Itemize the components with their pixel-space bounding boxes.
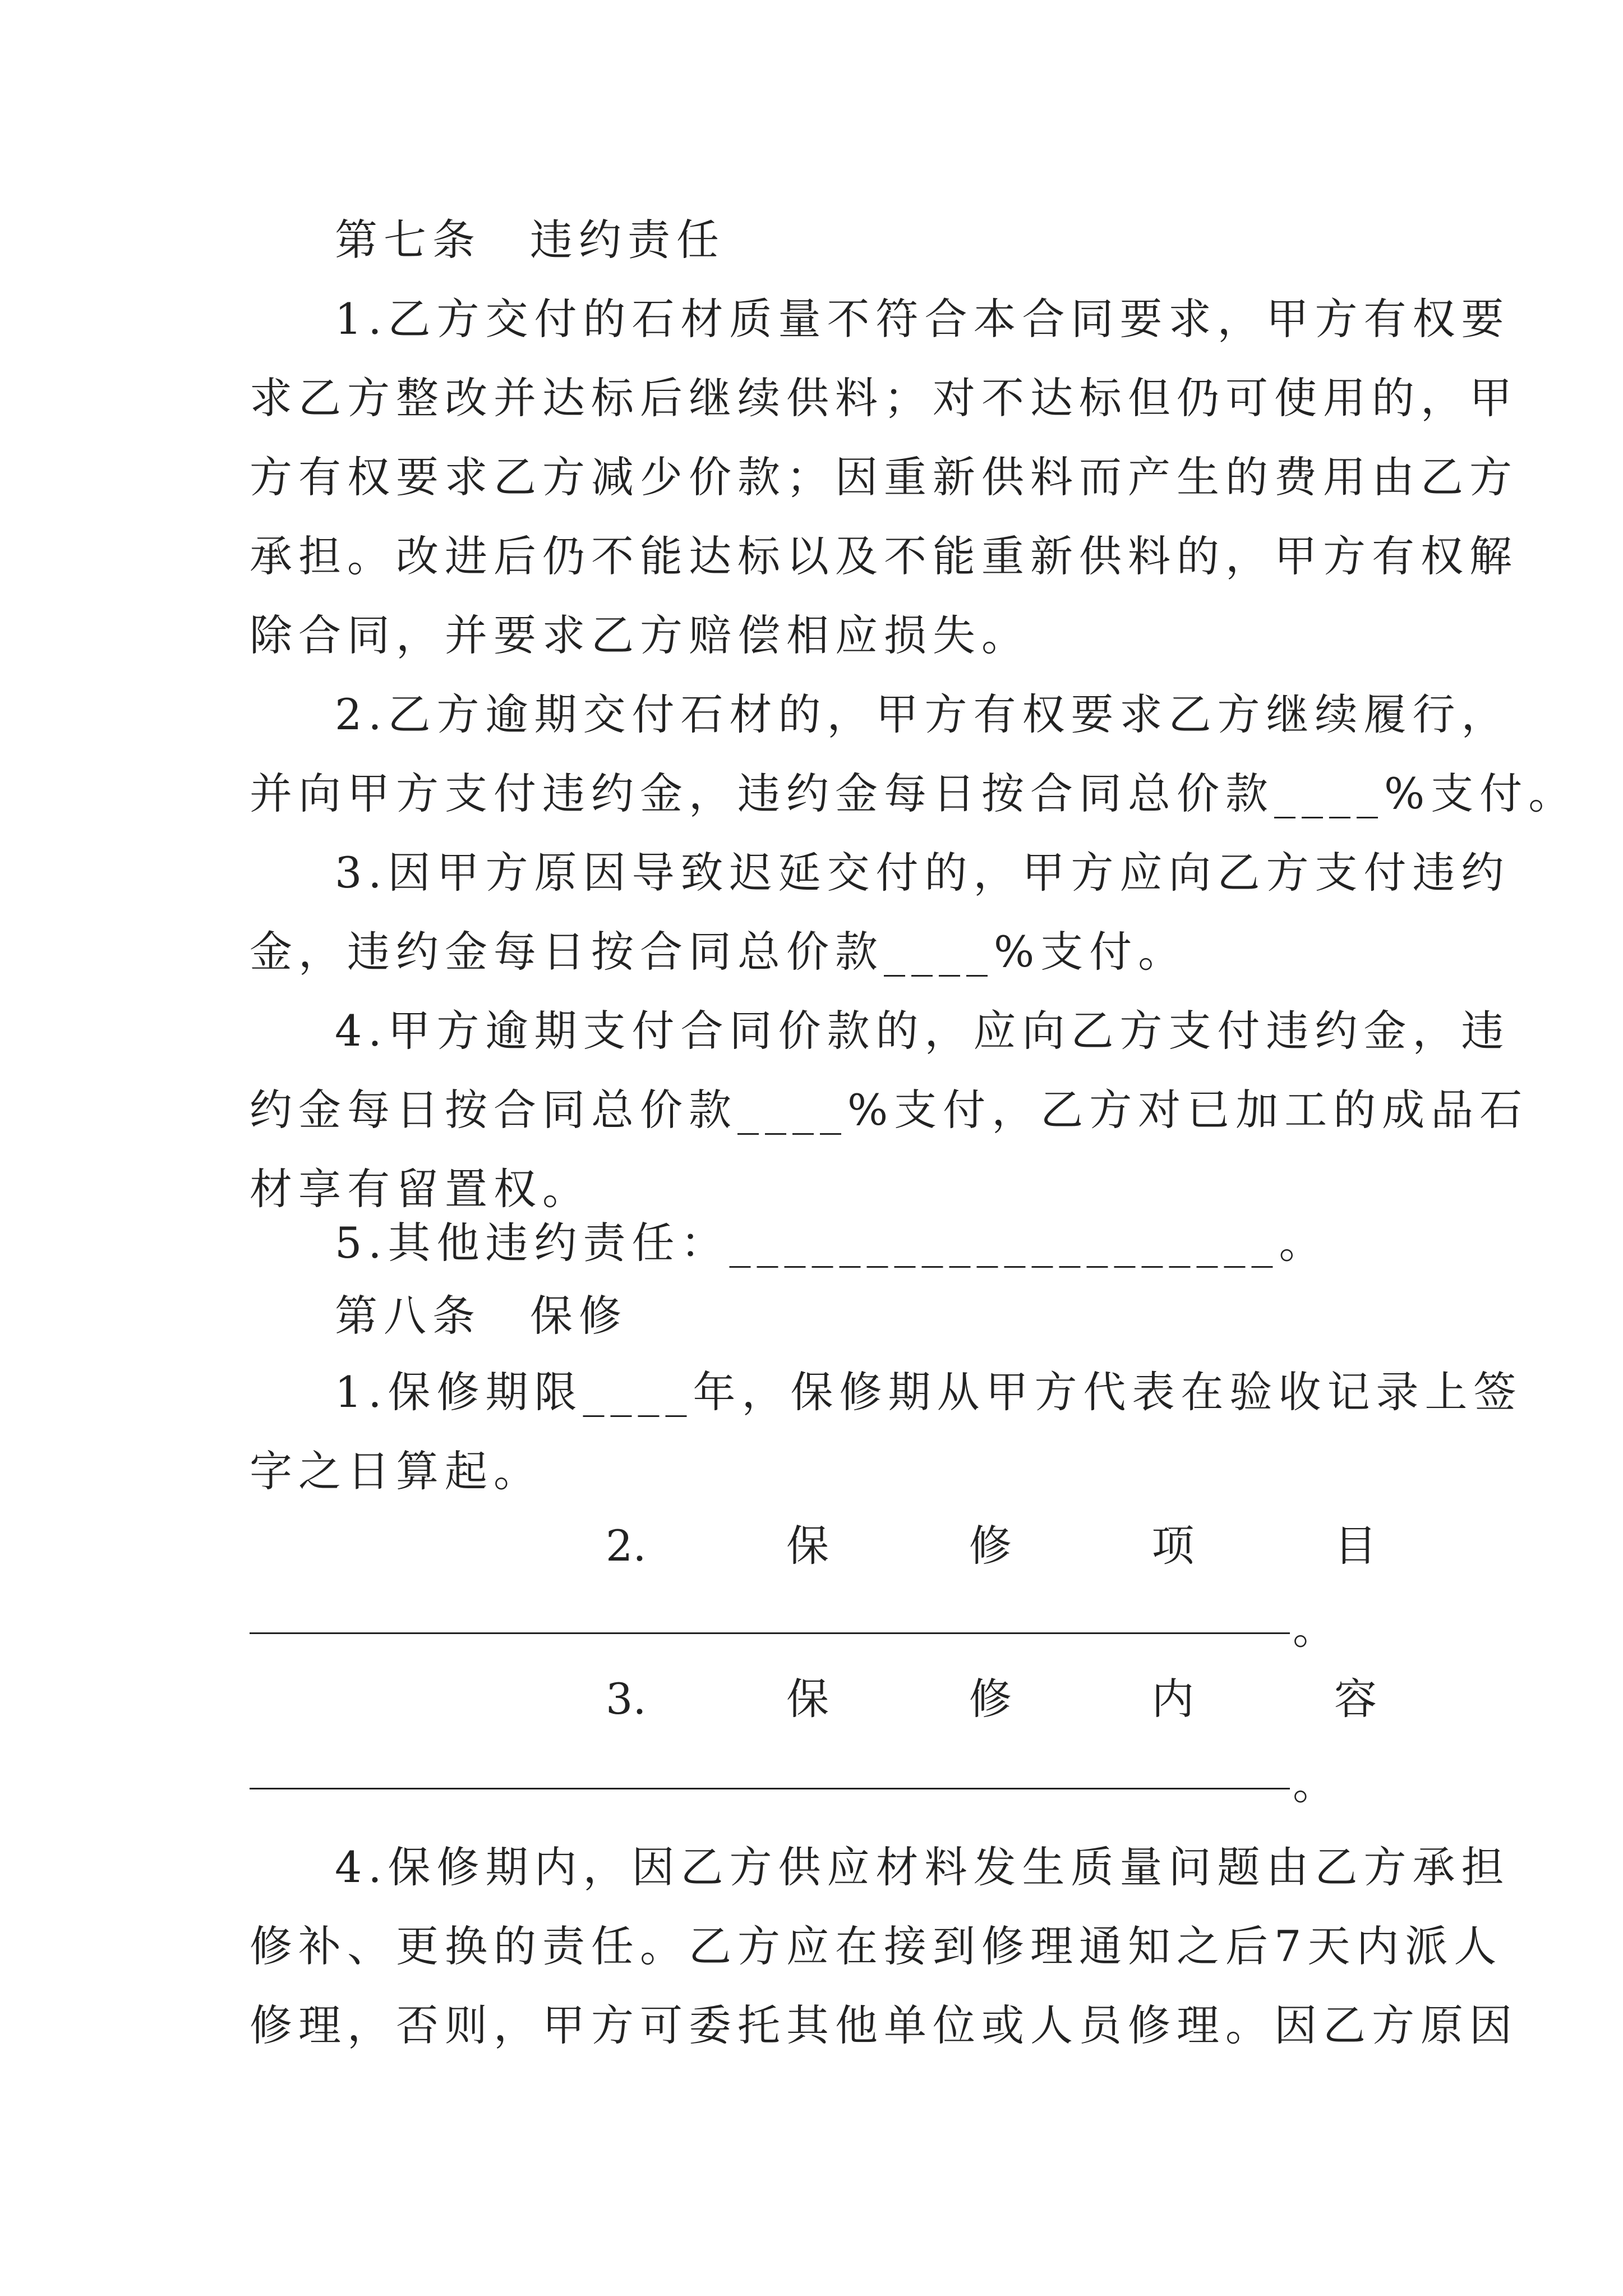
clause-8-2-char-3: 项 [1151,1521,1195,1571]
clause-8-2-heading [606,1520,1377,1572]
clause-7-1-line-2: 求乙方整改并达标后继续供料；对不达标但仍可使用的，甲 [250,373,1518,423]
clause-8-3-period: 。 [1293,1759,1335,1809]
clause-7-4-line-2: 约金每日按合同总价款____%支付，乙方对已加工的成品石 [250,1085,1529,1135]
clause-7-2-line-2: 并向甲方支付违约金，违约金每日按合同总价款____%支付。 [250,769,1578,818]
clause-7-1-line-4: 承担。改进后仍不能达标以及不能重新供料的，甲方有权解 [250,531,1518,581]
clause-8-3-char-1: 保 [786,1674,829,1724]
clause-8-4-line-1: 4.保修期内，因乙方供应材料发生质量问题由乙方承担 [335,1842,1510,1892]
clause-7-4-line-1: 4.甲方逾期支付合同价款的，应向乙方支付违约金，违 [335,1006,1510,1056]
clause-7-1-line-3: 方有权要求乙方减少价款；因重新供料而产生的费用由乙方 [250,452,1518,502]
clause-8-3-char-4: 容 [1334,1674,1377,1724]
clause-7-5: 5.其他违约责任：____________________。 [335,1218,1328,1268]
clause-8-1-line-1: 1.保修期限____年，保修期从甲方代表在验收记录上签 [335,1367,1523,1417]
clause-8-2-char-1: 保 [786,1521,829,1571]
clause-8-1-line-2: 字之日算起。 [250,1446,542,1496]
clause-7-3-line-1: 3.因甲方原因导致迟延交付的，甲方应向乙方支付违约 [335,848,1510,898]
clause-8-2-char-4: 目 [1334,1521,1377,1571]
clause-7-1-line-1: 1.乙方交付的石材质量不符合本合同要求，甲方有权要 [335,294,1510,344]
clause-7-4-line-3: 材享有留置权。 [250,1164,591,1214]
clause-8-3-char-2: 修 [969,1674,1012,1724]
clause-8-2-number: 2. [606,1521,647,1571]
clause-8-3-heading [606,1673,1377,1725]
article-8-heading: 第八条 保修 [335,1291,628,1341]
clause-8-2-char-2: 修 [969,1521,1012,1571]
clause-7-3-line-2: 金，违约金每日按合同总价款____%支付。 [250,927,1187,977]
clause-8-2-blank-line [250,1632,1290,1634]
clause-8-4-line-3: 修理，否则，甲方可委托其他单位或人员修理。因乙方原因 [250,2000,1518,2050]
clause-7-2-line-1: 2.乙方逾期交付石材的，甲方有权要求乙方继续履行， [335,689,1510,739]
clause-8-4-line-2: 修补、更换的责任。乙方应在接到修理通知之后7天内派人 [250,1921,1503,1971]
clause-7-1-line-5: 除合同，并要求乙方赔偿相应损失。 [250,610,1030,660]
clause-8-3-number: 3. [606,1674,647,1724]
clause-8-3-char-3: 内 [1151,1674,1195,1724]
clause-8-2-period: 。 [1293,1604,1335,1654]
article-7-heading: 第七条 违约责任 [335,215,725,265]
clause-8-3-blank-line [250,1788,1290,1789]
